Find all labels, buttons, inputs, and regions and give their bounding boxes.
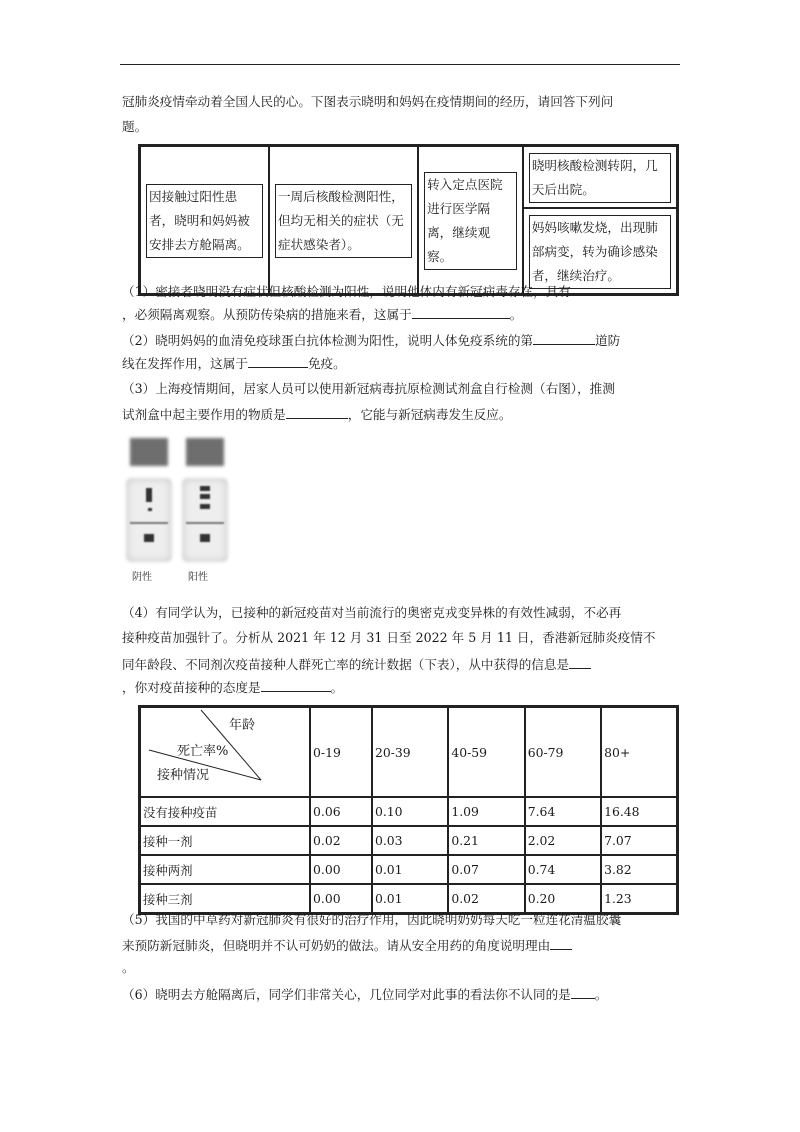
table-header-row: [140, 707, 677, 797]
flow-step-positive-test: 一周后核酸检测阳性，但均无相关的症状（无症状感染者）。: [269, 146, 418, 294]
q1-blank-1[interactable]: [571, 281, 593, 296]
q5-line-1: （5）我国的中草药对新冠肺炎有很好的治疗作用，因此晓明奶奶每天吃一粒连花清瘟胶囊: [122, 912, 622, 927]
experience-flow-table: [138, 144, 679, 296]
table-cell: 0.03: [372, 826, 448, 855]
q4-line-2: 接种疫苗加强针了。分析从 2021 年 12 月 31 日至 2022 年 5 月 11 日，香港新冠肺炎疫情不: [122, 630, 656, 645]
table-row: [140, 797, 677, 826]
table-cell: 0.74: [525, 855, 601, 884]
table-row: [140, 855, 677, 884]
table-cell: 7.64: [525, 797, 601, 826]
table-cell: 16.48: [601, 797, 677, 826]
table-row: [140, 884, 677, 913]
header-vaccination-label: 接种情况: [157, 768, 210, 783]
table-cell: 0.20: [525, 884, 601, 913]
table-cell: 2.02: [525, 826, 601, 855]
q1-line-1: （1）密接者晓明没有症状但核酸检测为阳性，说明他体内有新冠病毒存在，具有: [122, 281, 593, 302]
row-label: 接种两剂: [140, 855, 310, 884]
table-cell: 0.01: [372, 855, 448, 884]
q4-blank-2[interactable]: [261, 677, 331, 692]
antigen-kit-negative-image: [124, 438, 174, 583]
q2-blank-2[interactable]: [248, 353, 308, 368]
table-cell: 3.82: [601, 855, 677, 884]
flow-step-mother-outcome: 妈妈咳嗽发烧，出现肺部病变，转为确诊感染者，继续治疗。: [523, 208, 677, 294]
q1-blank-2[interactable]: [412, 304, 510, 319]
q2-line-1: （2）晓明妈妈的血清免疫球蛋白抗体检测为阳性，说明人体免疫系统的第 道防: [122, 330, 620, 351]
flow-step-quarantine: 因接触过阳性患者，晓明和妈妈被安排去方舱隔离。: [140, 146, 269, 294]
q5-line-2: 来预防新冠肺炎，但晓明并不认可奶奶的做法。请从安全用药的角度说明理由: [122, 935, 572, 956]
age-header-cell: 40-59: [448, 707, 524, 797]
q4-line-3: 同年龄段、不同剂次疫苗接种人群死亡率的统计数据（下表），从中获得的信息是: [122, 654, 591, 675]
table-cell: 0.01: [372, 884, 448, 913]
row-label: 没有接种疫苗: [140, 797, 310, 826]
q3-line-2: 试剂盒中起主要作用的物质是 ，它能与新冠病毒发生反应。: [122, 404, 511, 425]
row-label: 接种三剂: [140, 884, 310, 913]
q6-blank-1[interactable]: [571, 984, 595, 999]
table-cell: 1.09: [448, 797, 524, 826]
table-cell: 1.23: [601, 884, 677, 913]
q5-blank-1[interactable]: [550, 935, 572, 950]
q3-line-1: （3）上海疫情期间，居家人员可以使用新冠病毒抗原检测试剂盒自行检测（右图），推测: [122, 381, 615, 396]
header-mortality-label: 死亡率%: [177, 744, 229, 759]
age-header-cell: 80+: [601, 707, 677, 797]
flow-step-hospital: 转入定点医院进行医学隔离，继续观察。: [418, 146, 523, 294]
q4-line-1: （4）有同学认为，已接种的新冠疫苗对当前流行的奥密克戎变异株的有效性减弱，不必再: [122, 605, 622, 620]
table-cell: 0.00: [310, 855, 372, 884]
table-cell: 0.07: [448, 855, 524, 884]
q6-line-1: （6）晓明去方舱隔离后，同学们非常关心，几位同学对此事的看法你不认同的是 。: [122, 984, 607, 1005]
age-header-cell: 20-39: [372, 707, 448, 797]
q5-line-3: 。: [122, 960, 135, 975]
q4-line-4: ，你对疫苗接种的态度是 。: [122, 677, 343, 698]
q4-blank-1[interactable]: [569, 654, 591, 669]
table-cell: 0.21: [448, 826, 524, 855]
intro-line-1: 冠肺炎疫情牵动着全国人民的心。下图表示晓明和妈妈在疫情期间的经历，请回答下列问: [122, 94, 614, 109]
table-cell: 0.00: [310, 884, 372, 913]
q2-line-2: 线在发挥作用，这属于 免疫。: [122, 353, 346, 374]
table-cell: 7.07: [601, 826, 677, 855]
mortality-table: [138, 705, 679, 915]
kit-label-negative: 阴性: [132, 572, 152, 583]
q2-blank-1[interactable]: [533, 330, 595, 345]
row-label: 接种一剂: [140, 826, 310, 855]
table-row: [140, 826, 677, 855]
kit-label-positive: 阳性: [188, 572, 208, 583]
table-cell: 0.06: [310, 797, 372, 826]
flow-step-xiaoming-outcome: 晓明核酸检测转阴，几天后出院。: [523, 146, 677, 208]
table-cell: 0.02: [448, 884, 524, 913]
table-cell: 0.10: [372, 797, 448, 826]
intro-line-2: 题。: [122, 119, 148, 134]
q1-line-2: ，必须隔离观察。从预防传染病的措施来看，这属于 。: [122, 304, 522, 325]
antigen-kit-positive-image: [180, 438, 230, 583]
header-age-label: 年龄: [229, 718, 256, 733]
table-cell: 0.02: [310, 826, 372, 855]
q3-blank-1[interactable]: [286, 404, 348, 419]
diagonal-header-cell: [140, 707, 310, 797]
header-rule: [120, 64, 680, 65]
age-header-cell: 60-79: [525, 707, 601, 797]
age-header-cell: 0-19: [310, 707, 372, 797]
